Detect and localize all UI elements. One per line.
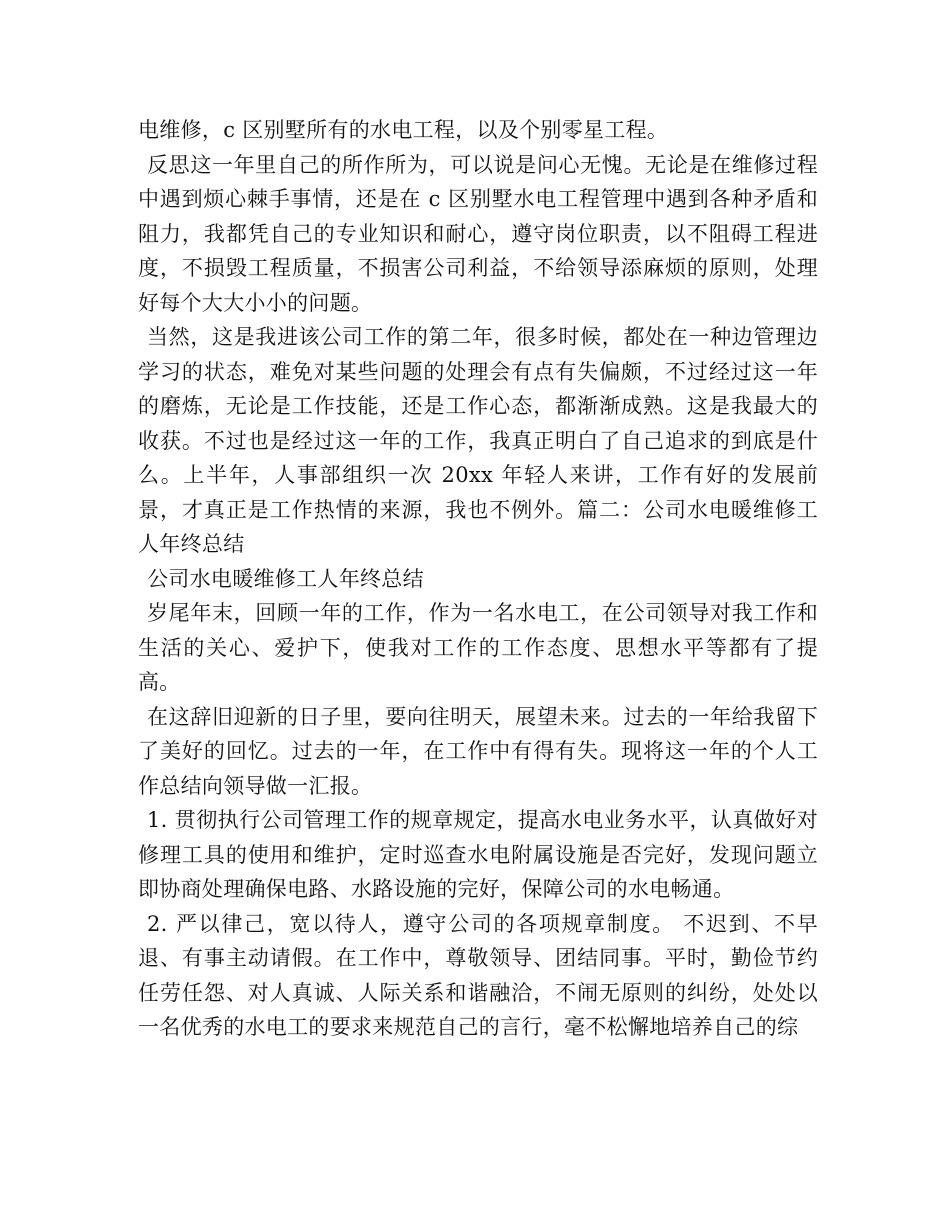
paragraph: 反思这一年里自己的所作所为，可以说是问心无愧。无论是在维修过程中遇到烦心棘手事情，还是在 c 区别墅水电工程管理中遇到各种矛盾和阻力，我都凭自己的专业知识和耐心，遵守岗位职责，以不阻碍工程进度，不损毁工程质量，不损害公司利益，不给领导添麻烦的原则，处理好每个大大小小的问题。 — [138, 152, 818, 315]
paragraph: 电维修，c 区别墅所有的水电工程，以及个别零星工程。 — [138, 118, 669, 142]
list-item: 2. 严以律己，宽以待人，遵守公司的各项规章制度。 不迟到、不早退、有事主动请假。在工作中，尊敬领导、团结同事。平时，勤俭节约任劳任怨、对人真诚、人际关系和谐融洽，不闹无原则的纠纷，处处以一名优秀的水电工的要求来规范自己的言行，毫不松懈地培养自己的综 — [138, 911, 818, 1039]
document-body — [138, 113, 818, 1045]
paragraph: 当然，这是我进该公司工作的第二年，很多时候，都处在一种边管理边学习的状态，难免对某些问题的处理会有点有失偏颇，不过经过这一年的磨炼，无论是工作技能，还是工作心态，都渐渐成熟。这是我最大的收获。不过也是经过这一年的工作，我真正明白了自己追求的到底是什么。上半年，人事部组织一次 20xx 年轻人来讲，工作有好的发展前景，才真正是工作热情的来源，我也不例外。篇二：公司水电暖维修工人年终总结 — [138, 325, 818, 556]
paragraph: 岁尾年末，回顾一年的工作，作为一名水电工，在公司领导对我工作和生活的关心、爱护下，使我对工作的工作态度、思想水平等都有了提高。 — [138, 601, 818, 694]
paragraph: 在这辞旧迎新的日子里，要向往明天，展望未来。过去的一年给我留下了美好的回忆。过去的一年，在工作中有得有失。现将这一年的个人工作总结向领导做一汇报。 — [138, 704, 818, 798]
list-item: 1. 贯彻执行公司管理工作的规章规定，提高水电业务水平，认真做好对修理工具的使用和维护，定时巡查水电附属设施是否完好，发现问题立即协商处理确保电路、水路设施的完好，保障公司的水电畅通。 — [138, 808, 818, 901]
section-heading: 公司水电暖维修工人年终总结 — [147, 566, 424, 591]
